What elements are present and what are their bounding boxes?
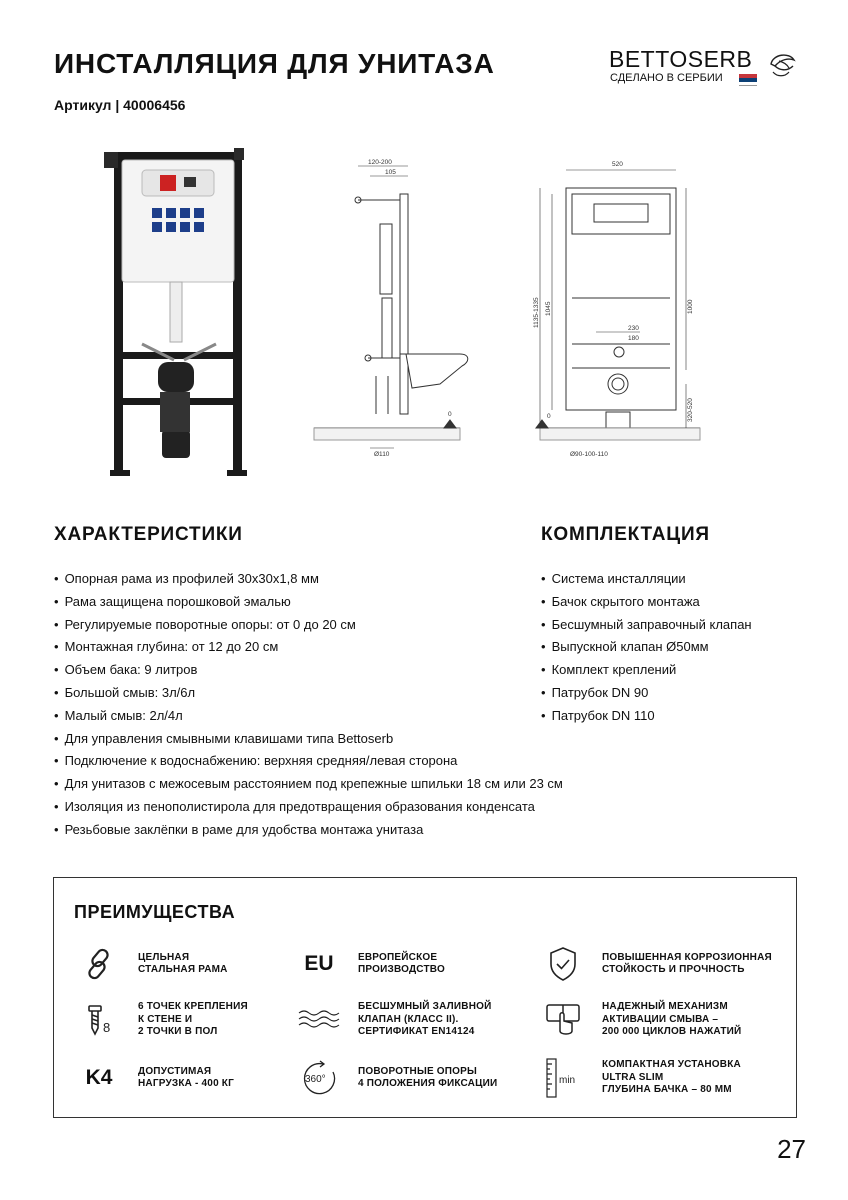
front-frame-height-label: 1000 — [687, 299, 694, 314]
front-outlet-label: Ø90-100-110 — [570, 451, 608, 458]
list-item: • Патрубок DN 110 — [541, 705, 752, 728]
svg-text:360°: 360° — [305, 1074, 326, 1085]
advantage-item — [74, 942, 228, 986]
list-item: • Малый смыв: 2л/4л — [54, 705, 563, 728]
side-pipe-label: Ø110 — [374, 451, 390, 458]
list-item: • Рама защищена порошковой эмалью — [54, 591, 563, 614]
installation-frame-photo — [104, 148, 247, 476]
side-zero-label: 0 — [448, 411, 452, 418]
screw-icon — [74, 998, 124, 1042]
list-item: • Комплект креплений — [541, 659, 752, 682]
list-item: • Для управления смывными клавишами типа Bettoserb — [54, 728, 563, 751]
chain-link-icon — [74, 942, 124, 986]
advantage-text: ЦЕЛЬНАЯ СТАЛЬНАЯ РАМА — [138, 951, 228, 975]
list-item: • Изоляция из пенополистирола для предотвращения образования конденсата — [54, 796, 563, 819]
advantage-text: 6 ТОЧЕК КРЕПЛЕНИЯ К СТЕНЕ И 2 ТОЧКИ В ПОЛ — [138, 1001, 248, 1038]
page-number: 27 — [777, 1134, 806, 1164]
advantages-heading: ПРЕИМУЩЕСТВА — [74, 902, 236, 922]
k4-icon: K4 — [85, 1066, 113, 1089]
rotate-360-icon — [294, 1056, 344, 1100]
advantage-text: ПОВЫШЕННАЯ КОРРОЗИОННАЯ СТОЙКОСТЬ И ПРОЧНОСТЬ — [602, 951, 772, 975]
product-drawings — [100, 148, 710, 488]
front-height-range-label: 1135-1335 — [533, 297, 540, 328]
list-item: • Подключение к водоснабжению: верхняя средняя/левая сторона — [54, 750, 563, 773]
side-view-drawing — [314, 166, 468, 448]
front-height-label: 1045 — [545, 301, 552, 316]
front-view-drawing — [536, 170, 700, 440]
waves-icon — [294, 998, 344, 1042]
advantage-item — [538, 1056, 741, 1100]
svg-text:min: min — [559, 1075, 576, 1086]
advantage-item — [538, 998, 741, 1042]
front-outlet-height-label: 320-520 — [687, 398, 694, 422]
advantage-text: БЕСШУМНЫЙ ЗАЛИВНОЙ КЛАПАН (КЛАСС II). СЕРТИФИКАТ EN14124 — [358, 1001, 492, 1038]
press-button-icon — [538, 998, 588, 1042]
shield-check-icon — [538, 942, 588, 986]
advantage-item — [294, 998, 491, 1042]
eu-icon: EU — [304, 952, 334, 975]
list-item: • Опорная рама из профилей 30х30х1,8 мм — [54, 568, 563, 591]
side-offset-label: 105 — [385, 169, 396, 176]
list-item: • Объем бака: 9 литров — [54, 659, 563, 682]
advantage-item — [74, 1056, 234, 1100]
advantages-panel — [53, 877, 797, 1118]
front-width-label: 520 — [612, 161, 623, 168]
svg-text:8: 8 — [103, 1020, 111, 1035]
advantage-item — [538, 942, 772, 986]
list-item: • Регулируемые поворотные опоры: от 0 до 20 см — [54, 614, 563, 637]
list-item: • Система инсталляции — [541, 568, 752, 591]
serbia-flag-icon — [739, 74, 757, 86]
list-item: • Большой смыв: 3л/6л — [54, 682, 563, 705]
list-item: • Бачок скрытого монтажа — [541, 591, 752, 614]
list-item: • Монтажная глубина: от 12 до 20 см — [54, 636, 563, 659]
list-item: • Для унитазов с межосевым расстоянием под крепежные шпильки 18 см или 23 см — [54, 773, 563, 796]
advantage-text: НАДЕЖНЫЙ МЕХАНИЗМ АКТИВАЦИИ СМЫВА – 200 000 ЦИКЛОВ НАЖАТИЙ — [602, 1001, 742, 1038]
list-item: • Патрубок DN 90 — [541, 682, 752, 705]
ruler-min-icon — [538, 1056, 588, 1100]
list-item: • Выпускной клапан Ø50мм — [541, 636, 752, 659]
characteristics-list — [54, 568, 563, 842]
advantage-text: КОМПАКТНАЯ УСТАНОВКА ULTRA SLIM ГЛУБИНА БАЧКА – 80 ММ — [602, 1059, 741, 1096]
advantage-item — [294, 1056, 497, 1100]
characteristics-heading: ХАРАКТЕРИСТИКИ — [54, 524, 243, 545]
brand-subtitle: СДЕЛАНО В СЕРБИИ — [610, 72, 723, 84]
side-depth-label: 120-200 — [368, 159, 392, 166]
kit-list — [541, 568, 752, 728]
article-number: Артикул | 40006456 — [54, 97, 186, 113]
brand-name: BETTOSERB — [609, 46, 753, 72]
advantage-text: ПОВОРОТНЫЕ ОПОРЫ 4 ПОЛОЖЕНИЯ ФИКСАЦИИ — [358, 1065, 498, 1089]
brand-block — [609, 46, 809, 90]
brand-logo-icon — [767, 50, 797, 80]
front-zero-label: 0 — [547, 413, 551, 420]
advantage-text: ДОПУСТИМАЯ НАГРУЗКА - 400 КГ — [138, 1065, 234, 1089]
front-stud-wide-label: 230 — [628, 325, 639, 332]
list-item: • Резьбовые заклёпки в раме для удобства монтажа унитаза — [54, 819, 563, 842]
list-item: • Бесшумный заправочный клапан — [541, 614, 752, 637]
advantage-text: ЕВРОПЕЙСКОЕ ПРОИЗВОДСТВО — [358, 951, 445, 975]
advantage-item — [74, 998, 248, 1042]
kit-heading: КОМПЛЕКТАЦИЯ — [541, 524, 710, 545]
page-title: ИНСТАЛЛЯЦИЯ ДЛЯ УНИТАЗА — [54, 48, 495, 79]
advantage-item — [294, 942, 445, 986]
front-stud-narrow-label: 180 — [628, 335, 639, 342]
